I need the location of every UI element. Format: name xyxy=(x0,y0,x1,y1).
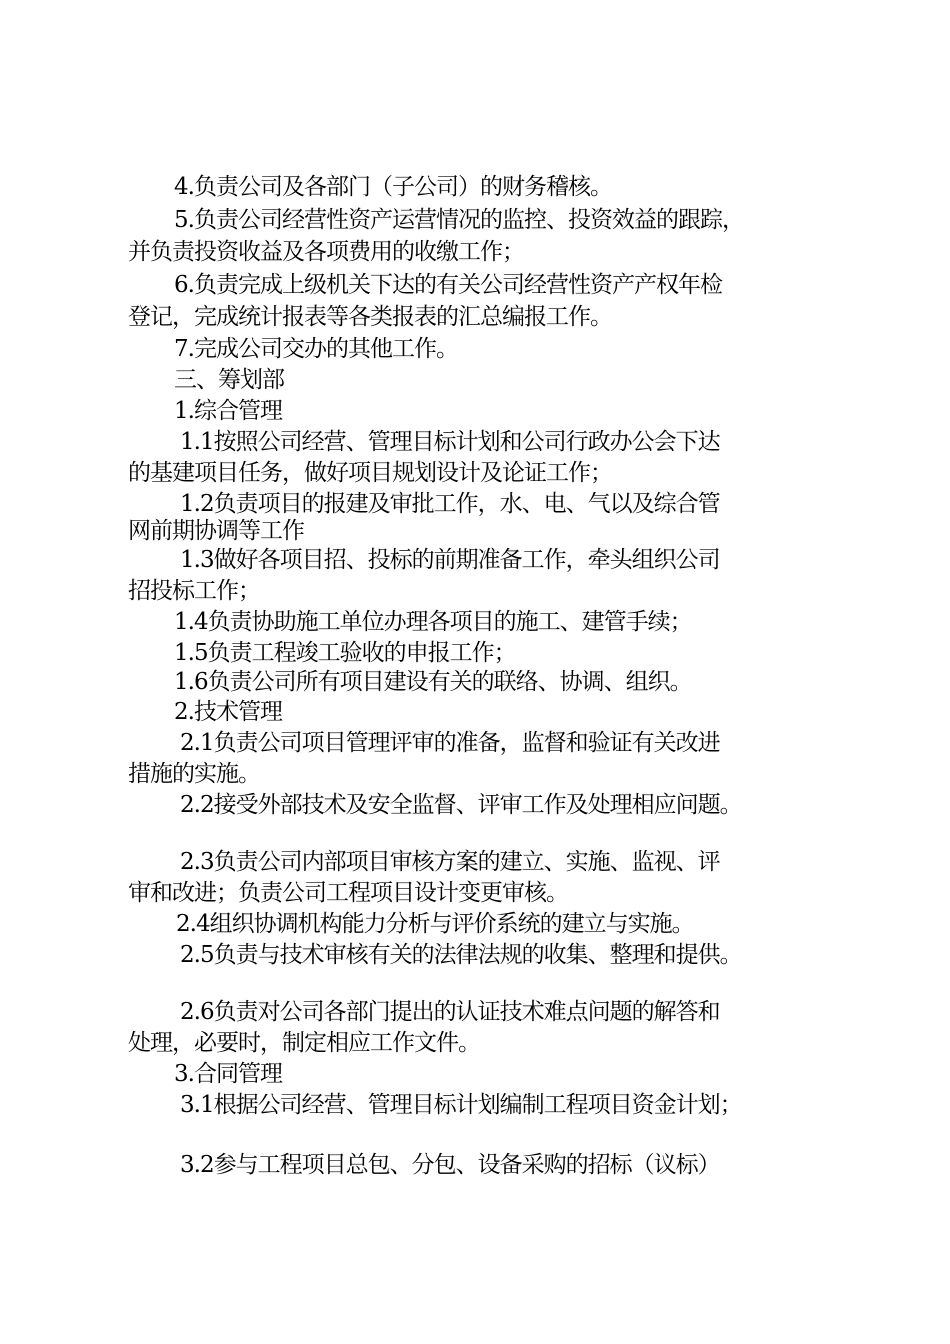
subsection-heading: 3.合同管理 xyxy=(174,1061,282,1087)
text-line: 处理，必要时，制定相应工作文件。 xyxy=(128,1030,480,1056)
text-line: 1.3做好各项目招、投标的前期准备工作，牵头组织公司 xyxy=(180,547,720,573)
text-line: 1.4负责协助施工单位办理各项目的施工、建管手续； xyxy=(174,609,692,635)
text-line: 网前期协调等工作 xyxy=(128,518,304,544)
text-line: 1.5负责工程竣工验收的申报工作； xyxy=(174,640,516,666)
text-line: 2.1负责公司项目管理评审的准备，监督和验证有关改进 xyxy=(180,730,720,756)
text-line: 4.负责公司及各部门（子公司）的财务稽核。 xyxy=(174,174,612,200)
section-heading: 三、筹划部 xyxy=(174,367,284,393)
text-line: 措施的实施。 xyxy=(128,761,260,787)
text-line: 2.5负责与技术审核有关的法律法规的收集、整理和提供。 xyxy=(180,942,742,968)
text-line: 1.2负责项目的报建及审批工作，水、电、气以及综合管 xyxy=(180,491,720,517)
text-line: 2.2接受外部技术及安全监督、评审工作及处理相应问题。 xyxy=(180,792,742,818)
text-line: 2.4组织协调机构能力分析与评价系统的建立与实施。 xyxy=(176,911,694,937)
text-line: 1.6负责公司所有项目建设有关的联络、协调、组织。 xyxy=(174,669,692,695)
text-line: 3.1根据公司经营、管理目标计划编制工程项目资金计划； xyxy=(180,1092,742,1118)
text-line: 1.1按照公司经营、管理目标计划和公司行政办公会下达 xyxy=(180,429,720,455)
text-line: 2.6负责对公司各部门提出的认证技术难点问题的解答和 xyxy=(180,999,720,1025)
text-line: 并负责投资收益及各项费用的收缴工作； xyxy=(128,239,524,265)
subsection-heading: 1.综合管理 xyxy=(174,398,282,424)
text-line: 6.负责完成上级机关下达的有关公司经营性资产产权年检 xyxy=(174,272,722,298)
text-line: 5.负责公司经营性资产运营情况的监控、投资效益的跟踪， xyxy=(174,207,744,233)
text-line: 的基建项目任务，做好项目规划设计及论证工作； xyxy=(128,460,612,486)
text-line: 3.2参与工程项目总包、分包、设备采购的招标（议标） xyxy=(180,1152,720,1178)
text-line: 登记，完成统计报表等各类报表的汇总编报工作。 xyxy=(128,304,612,330)
text-line: 招投标工作； xyxy=(128,578,260,604)
subsection-heading: 2.技术管理 xyxy=(174,699,282,725)
text-line: 2.3负责公司内部项目审核方案的建立、实施、监视、评 xyxy=(180,849,720,875)
text-line: 7.完成公司交办的其他工作。 xyxy=(174,336,458,362)
text-line: 审和改进；负责公司工程项目设计变更审核。 xyxy=(128,880,568,906)
